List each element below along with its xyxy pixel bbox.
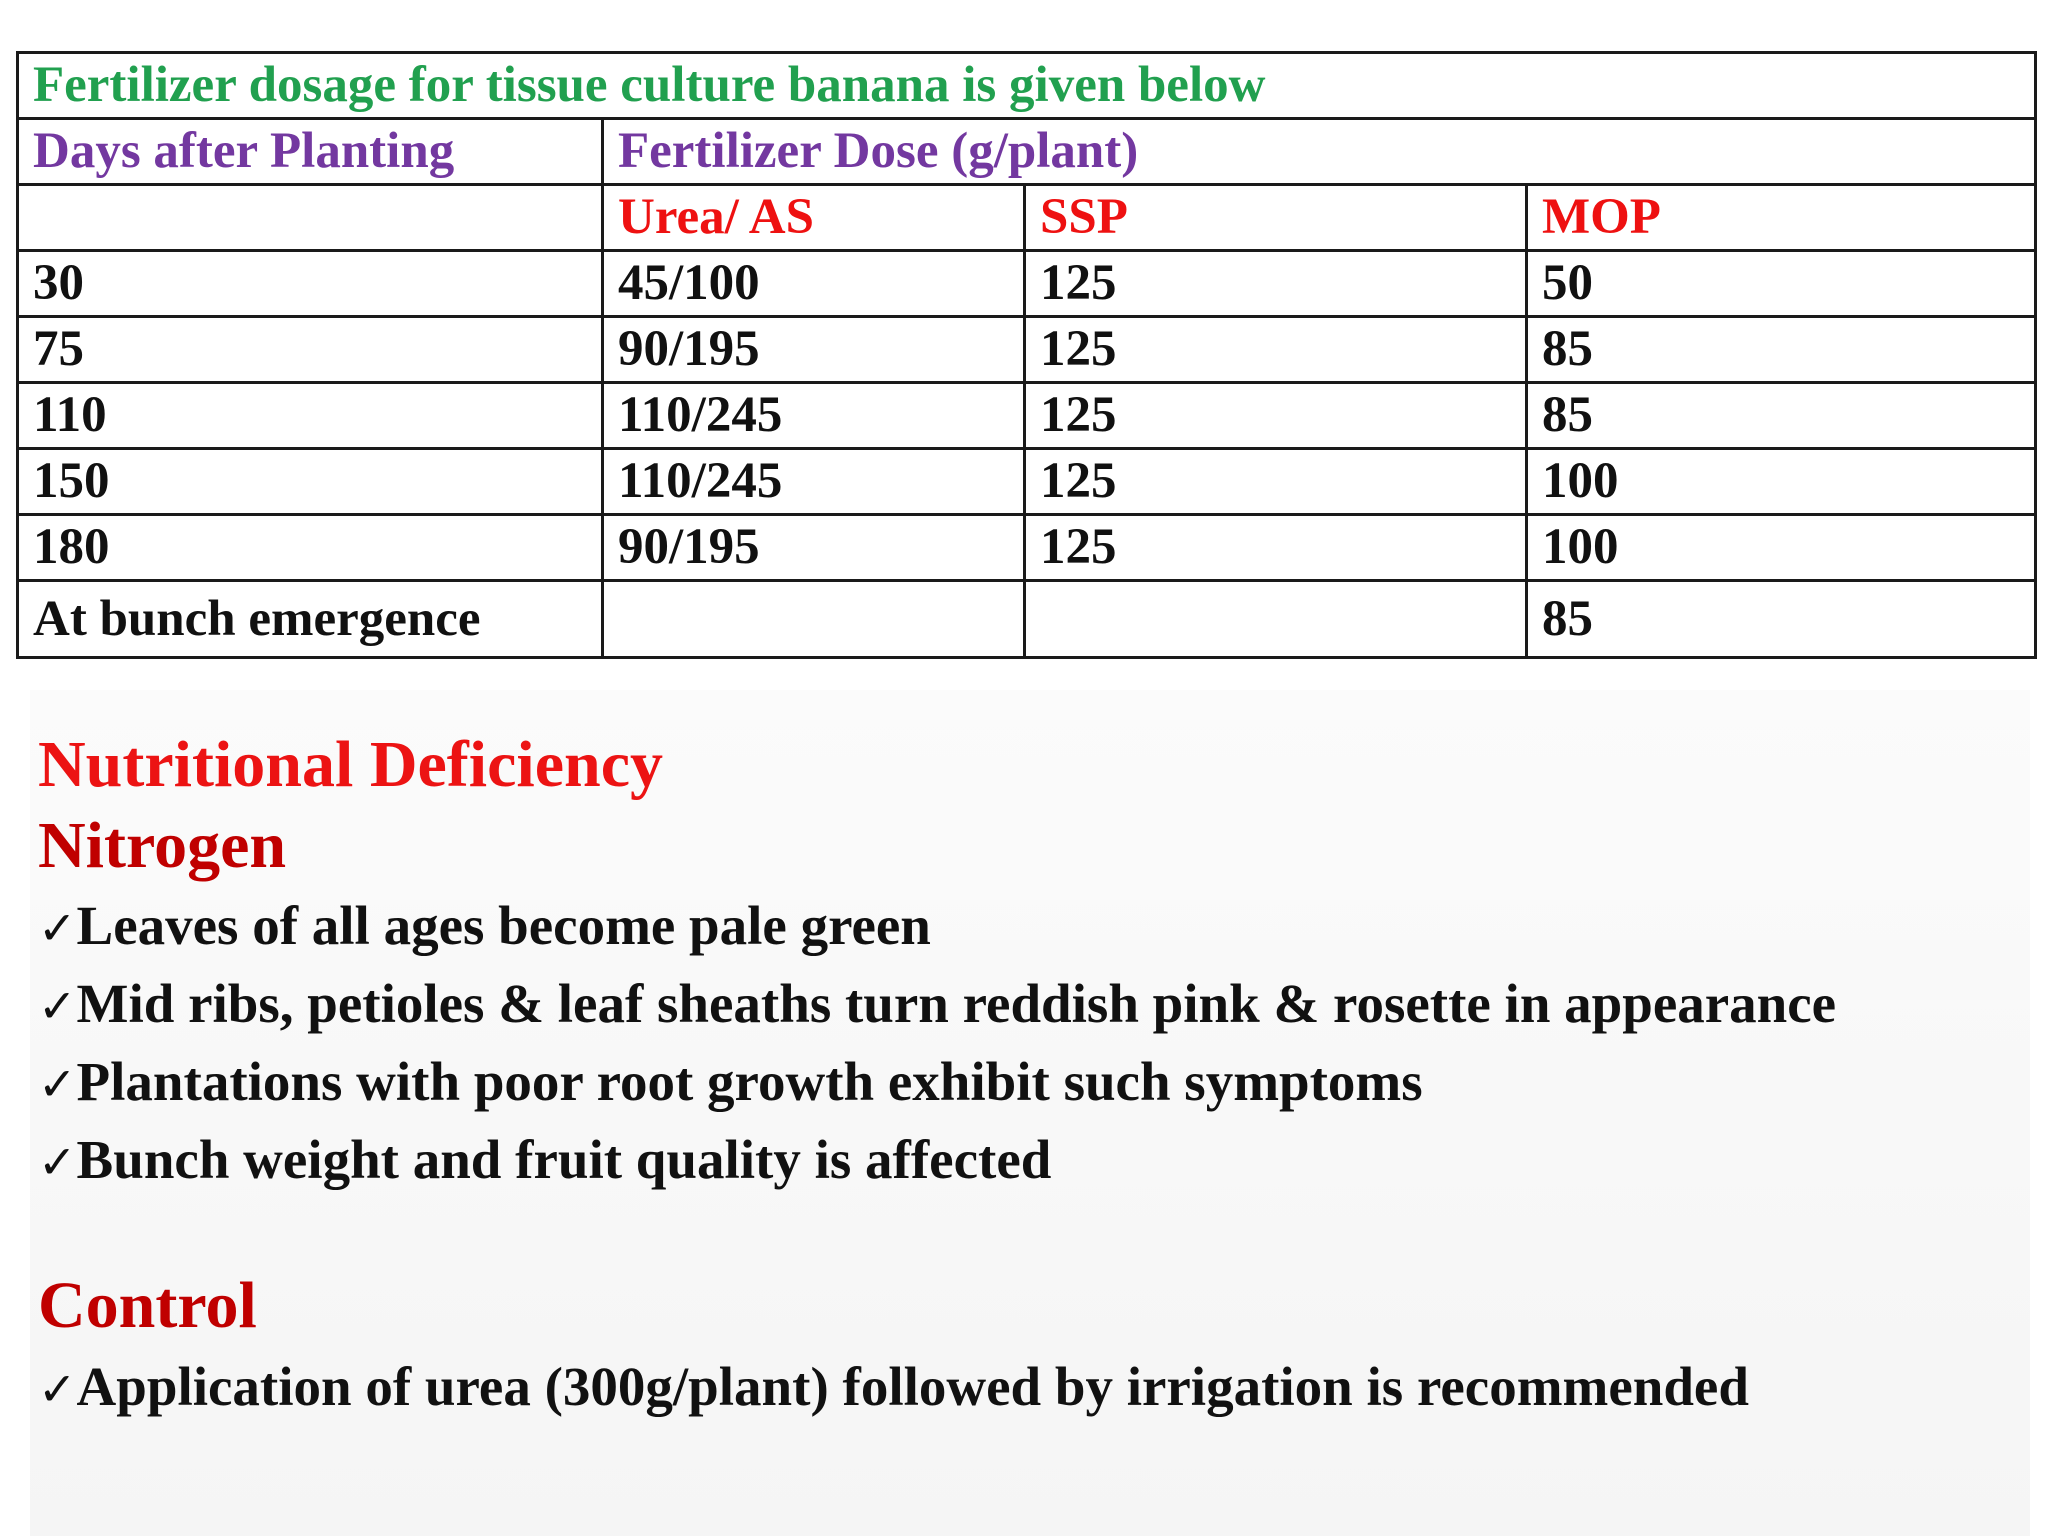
subheader-ssp: SSP (1025, 185, 1527, 251)
control-list (38, 1349, 2028, 1427)
table-row (18, 515, 2036, 581)
cell-days: 30 (18, 251, 603, 317)
table-row (18, 317, 2036, 383)
cell-urea-as: 110/245 (603, 383, 1025, 449)
checkmark-icon: ✓ (38, 1362, 77, 1416)
table-row (18, 449, 2036, 515)
cell-urea-as: 90/195 (603, 515, 1025, 581)
nitrogen-subheading: Nitrogen (38, 809, 287, 882)
cell-urea-as (603, 581, 1025, 658)
cell-days: 180 (18, 515, 603, 581)
cell-mop: 100 (1527, 449, 2036, 515)
checkmark-icon: ✓ (38, 901, 77, 955)
cell-days: At bunch emergence (18, 581, 603, 658)
cell-urea-as: 110/245 (603, 449, 1025, 515)
cell-ssp: 125 (1025, 251, 1527, 317)
table-row (18, 383, 2036, 449)
list-item: ✓Leaves of all ages become pale green (38, 895, 931, 956)
cell-days: 75 (18, 317, 603, 383)
control-heading: Control (38, 1269, 257, 1342)
cell-mop: 100 (1527, 515, 2036, 581)
table-title: Fertilizer dosage for tissue culture banana is given below (18, 53, 2036, 119)
cell-mop: 85 (1527, 383, 2036, 449)
cell-mop: 50 (1527, 251, 2036, 317)
cell-days: 150 (18, 449, 603, 515)
table-subheader-row (18, 185, 2036, 251)
fertilizer-dosage-table (16, 51, 2037, 659)
list-item: ✓Mid ribs, petioles & leaf sheaths turn reddish pink & rosette in appearance (38, 973, 1837, 1034)
subheader-urea-as: Urea/ AS (603, 185, 1025, 251)
nitrogen-symptom-list (38, 888, 2028, 1200)
table-row (18, 251, 2036, 317)
header-fertilizer-dose: Fertilizer Dose (g/plant) (603, 119, 2036, 185)
table-header-row (18, 119, 2036, 185)
list-item: ✓Bunch weight and fruit quality is affected (38, 1129, 1052, 1190)
subheader-blank (18, 185, 603, 251)
checkmark-icon: ✓ (38, 979, 77, 1033)
cell-ssp: 125 (1025, 317, 1527, 383)
cell-ssp: 125 (1025, 449, 1527, 515)
list-item: ✓Plantations with poor root growth exhibit such symptoms (38, 1051, 1423, 1112)
header-days-after-planting: Days after Planting (18, 119, 603, 185)
table-title-row (18, 53, 2036, 119)
cell-ssp (1025, 581, 1527, 658)
list-item: ✓Application of urea (300g/plant) followed by irrigation is recommended (38, 1356, 1749, 1417)
cell-days: 110 (18, 383, 603, 449)
cell-ssp: 125 (1025, 383, 1527, 449)
cell-urea-as: 45/100 (603, 251, 1025, 317)
nutritional-deficiency-heading: Nutritional Deficiency (38, 728, 664, 801)
table-row (18, 581, 2036, 658)
cell-mop: 85 (1527, 317, 2036, 383)
subheader-mop: MOP (1527, 185, 2036, 251)
checkmark-icon: ✓ (38, 1135, 77, 1189)
checkmark-icon: ✓ (38, 1057, 77, 1111)
cell-ssp: 125 (1025, 515, 1527, 581)
cell-mop: 85 (1527, 581, 2036, 658)
cell-urea-as: 90/195 (603, 317, 1025, 383)
